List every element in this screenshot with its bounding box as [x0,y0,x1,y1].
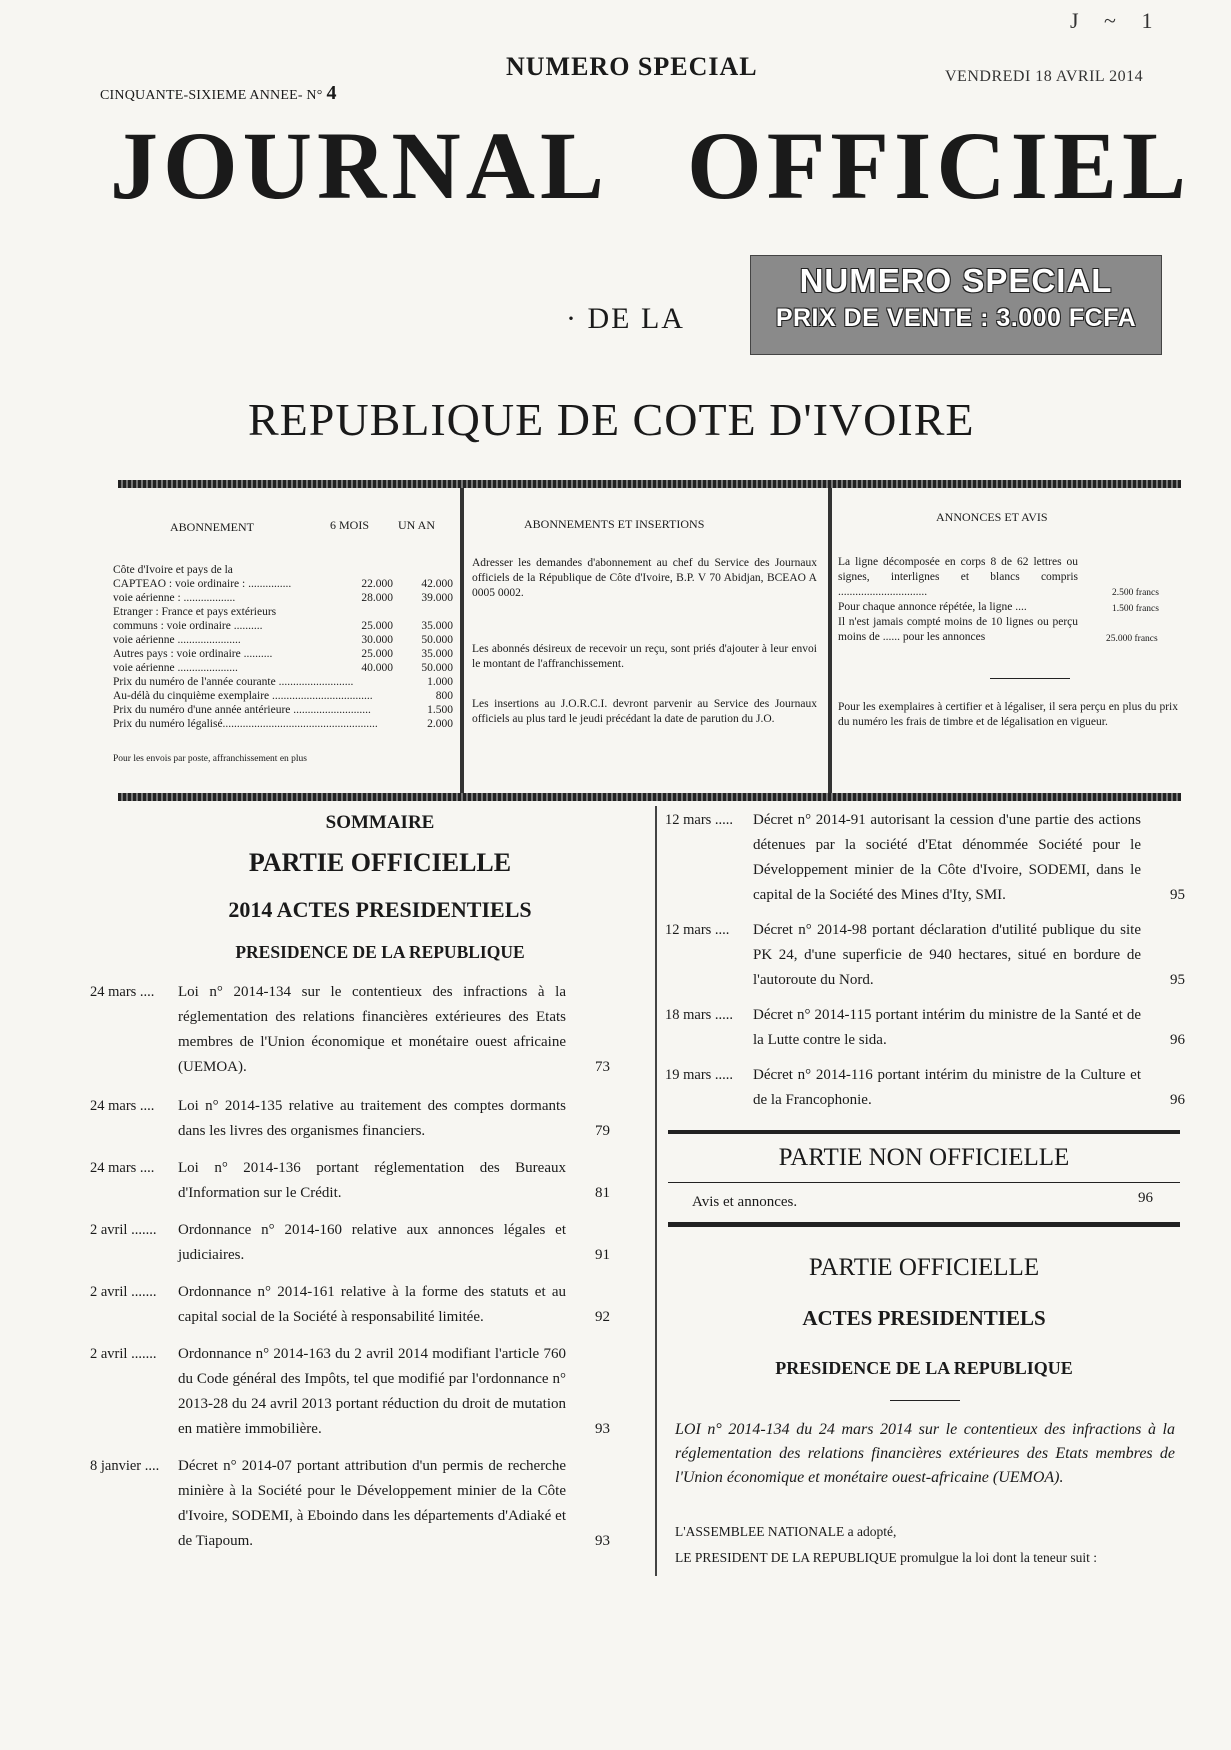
sommaire-title: SOMMAIRE [325,812,435,833]
abonnement-cell-v1: 28.000 [361,592,393,604]
toc-page: 96 [1170,1032,1185,1048]
box-divider-2 [828,488,832,793]
issue-date: VENDREDI 18 AVRIL 2014 [945,68,1144,85]
non-officielle-rule-bottom [668,1222,1180,1227]
law-line-2: LE PRESIDENT DE LA REPUBLIQUE promulgue la loi dont la teneur suit : [675,1550,1097,1565]
top-rule [118,480,1181,488]
abonnement-cell-label: voie aérienne ..................... [113,662,238,674]
toc-date: 12 mars ..... [665,812,734,828]
abonnement-cell-label: Au-délà du cinquième exemplaire ................................... [113,690,373,702]
abonnement-cell-v2: 35.000 [421,648,453,660]
volume-label: CINQUANTE-SIXIEME ANNEE- N° [100,88,323,103]
annonces-divider [990,678,1070,679]
abonnement-row [113,689,453,703]
toc-page: 81 [595,1185,610,1201]
special-price-box [750,255,1162,355]
toc-entry[interactable] [90,1094,610,1144]
body-actes: ACTES PRESIDENTIELS [802,1306,1046,1330]
toc-entry[interactable] [665,1003,1185,1053]
abonnement-cell-v1: 25.000 [361,648,393,660]
toc-entry[interactable] [90,1156,610,1206]
abonnement-row [113,717,453,731]
abonnement-cell-v2: 42.000 [421,578,453,590]
de-la-label: · DE LA [566,302,685,335]
abonnement-cell-label: Prix du numéro de l'année courante .......................... [113,676,354,688]
toc-text: Loi n° 2014-135 relative au traitement des comptes dormants dans les livres des organismes financiers. [178,1098,566,1139]
abonnement-cell-v2: 1.500 [427,704,453,716]
toc-date: 2 avril ....... [90,1284,157,1300]
abonnement-cell-v1 [378,717,413,731]
toc-text: Décret n° 2014-91 autorisant la cession d'une partie des actions détenues par la société d'Etat dénommée Société pour le Développement minier de la Côte d'Ivoire, SODEMI, dans le capital de la Société des Mines d'Ity, SMI. [753,812,1141,903]
toc-entry[interactable] [665,918,1185,993]
special-box-price: PRIX DE VENTE : 3.000 FCFA [775,304,1137,332]
issue-number: 4 [326,82,337,104]
toc-right-list [665,808,1185,1123]
insertions-p1: Adresser les demandes d'abonnement au chef du Service des Journaux officiels de la République de Côte d'Ivoire, B.P. V 70 Abidjan, BCEAO A 0005 0002. [472,557,817,599]
annonces-l1: La ligne décomposée en corps 8 de 62 lettres ou signes, interlignes et blancs compris ............................... [838,556,1078,598]
annonces-v1: 2.500 francs [1112,588,1159,598]
toc-entry[interactable] [665,1063,1185,1113]
non-officielle-rule-top [668,1130,1180,1134]
abonnement-row [113,703,453,717]
abonnement-cell-v2: 35.000 [421,620,453,632]
toc-text: Ordonnance n° 2014-163 du 2 avril 2014 modifiant l'article 760 du Code général des Impôts, tel que modifié par l'ordonnance n° 2013-28 du 24 avril 2013 portant réduction du droit de mutation en matière immobilière. [178,1346,566,1437]
abonnement-col-6mois: 6 MOIS [330,518,370,532]
toc-entry[interactable] [90,1280,610,1330]
toc-page: 79 [595,1123,610,1139]
abonnement-footnote: Pour les envois par poste, affranchissement en plus [113,754,308,764]
annonces-l3: Il n'est jamais compté moins de 10 lignes ou perçu moins de ...... pour les annonces [838,616,1078,643]
annonces-v2: 1.500 francs [1112,604,1159,614]
toc-text: Loi n° 2014-136 portant réglementation des Bureaux d'Information sur le Crédit. [178,1160,566,1201]
toc-page: 91 [595,1247,610,1263]
toc-text: Décret n° 2014-115 portant intérim du ministre de la Santé et de la Lutte contre le sida. [753,1007,1141,1048]
abonnement-cell-v2: 1.000 [427,676,453,688]
annonces-head: ANNONCES ET AVIS [936,510,1048,524]
toc-entry[interactable] [90,1342,610,1442]
toc-text: Décret n° 2014-07 portant attribution d'un permis de recherche minière à la Société pour le Développement minier de la Côte d'Ivoire, SODEMI, à Eboindo dans les départements d'Adiaké et de Tiapoum. [178,1458,566,1549]
non-officielle-title: PARTIE NON OFFICIELLE [778,1144,1070,1171]
toc-date: 24 mars .... [90,984,155,1000]
abonnement-cell-v2 [393,605,453,619]
toc-text: Décret n° 2014-98 portant déclaration d'utilité publique du site PK 24, d'une superficie de 940 hectares, situé en bordure de l'autoroute du Nord. [753,922,1141,988]
abonnement-intro: Côte d'Ivoire et pays de la [113,564,233,576]
abonnement-cell-v1: 25.000 [361,620,393,632]
abonnement-cell-v1 [353,675,399,689]
abonnement-cell-v2: 800 [435,690,453,702]
special-issue-label: NUMERO SPECIAL [506,52,758,81]
toc-date: 12 mars .... [665,922,730,938]
handwritten-marks: J ~ 1 [1070,8,1163,33]
abonnement-cell-v1 [371,703,409,717]
masthead-word-officiel: OFFICIEL [687,112,1192,219]
toc-entry[interactable] [90,980,610,1080]
masthead-title [110,112,1192,219]
abonnement-cell-label: Etranger : France et pays extérieurs [113,606,277,618]
body-partie: PARTIE OFFICIELLE [808,1254,1040,1281]
abonnement-row [113,591,453,605]
toc-page: 73 [595,1059,610,1075]
abonnement-cell-label: Prix du numéro d'une année antérieure ........................... [113,704,371,716]
body-presidence: PRESIDENCE DE LA REPUBLIQUE [775,1358,1073,1378]
toc-text: Loi n° 2014-134 sur le contentieux des infractions à la réglementation des relations financières extérieures des Etats membres de l'Union économique et monétaire ouest africaine (UEMOA). [178,984,566,1075]
abonnement-row [113,633,453,647]
masthead-word-journal: JOURNAL [110,112,610,219]
abonnement-table [113,577,453,731]
box-divider-1 [460,488,464,793]
body-divider [890,1400,960,1401]
abonnement-cell-v2: 39.000 [421,592,453,604]
abonnement-row [113,661,453,675]
non-officielle-rule-mid [668,1182,1180,1183]
annonces-l2: Pour chaque annonce répétée, la ligne .... [838,601,1027,613]
toc-text: Ordonnance n° 2014-160 relative aux annonces légales et judiciaires. [178,1222,566,1263]
abonnement-cell-v2: 50.000 [421,662,453,674]
toc-date: 19 mars ..... [665,1067,734,1083]
toc-entry[interactable] [90,1454,610,1554]
abonnement-col-unan: UN AN [398,518,436,532]
abonnement-cell-v1 [341,605,393,619]
abonnement-cell-label: Autres pays : voie ordinaire .......... [113,648,273,660]
sommaire-partie: PARTIE OFFICIELLE [248,848,512,877]
abonnement-row [113,619,453,633]
special-box-title: NUMERO SPECIAL [799,262,1113,299]
sommaire-presidence: PRESIDENCE DE LA REPUBLIQUE [235,942,525,962]
abonnement-row [113,605,453,619]
abonnement-cell-label: voie aérienne ...................... [113,634,241,646]
avis-label: Avis et annonces. [692,1194,798,1210]
abonnement-cell-v1 [373,689,410,703]
annonces-p2: Pour les exemplaires à certifier et à légaliser, il sera perçu en plus du prix du numéro les frais de timbre et de légalisation en vigueur. [838,701,1178,728]
abonnement-row [113,647,453,661]
abonnement-cell-label: communs : voie ordinaire .......... [113,620,263,632]
abonnement-cell-label: CAPTEAO : voie ordinaire : ............... [113,578,292,590]
insertions-p3: Les insertions au J.O.R.C.I. devront parvenir au Service des Journaux officiels au plus tard le jeudi précédant la date de parution du J.O. [472,698,817,725]
toc-text: Ordonnance n° 2014-161 relative à la forme des statuts et au capital social de la Société à responsabilité limitée. [178,1284,566,1325]
toc-date: 24 mars .... [90,1160,155,1176]
bottom-rule [118,793,1181,801]
abonnement-cell-v2: 2.000 [427,718,453,730]
toc-page: 93 [595,1533,610,1549]
toc-page: 93 [595,1421,610,1437]
law-title: LOI n° 2014-134 du 24 mars 2014 sur le contentieux des infractions à la réglementation des relations financières extérieures des Etats membres de l'Union économique et monétaire ouest-africaine (UEMOA). [675,1421,1175,1486]
abonnement-cell-label: Prix du numéro légalisé...................................................... [113,718,378,730]
abonnement-head: ABONNEMENT [170,520,254,534]
toc-date: 8 janvier .... [90,1458,160,1474]
avis-page: 96 [1138,1190,1153,1206]
toc-date: 2 avril ....... [90,1222,157,1238]
abonnement-cell-label: voie aérienne : .................. [113,592,236,604]
toc-page: 92 [595,1309,610,1325]
column-divider [655,806,657,1576]
annonces-v3: 25.000 francs [1106,634,1158,644]
toc-page: 95 [1170,887,1185,903]
toc-date: 2 avril ....... [90,1346,157,1362]
abonnement-cell-v1: 40.000 [361,662,393,674]
abonnement-cell-v1: 30.000 [361,634,393,646]
volume-line [100,82,337,105]
toc-left-list [90,980,610,1564]
toc-date: 18 mars ..... [665,1007,734,1023]
toc-text: Décret n° 2014-116 portant intérim du ministre de la Culture et de la Francophonie. [753,1067,1141,1108]
abonnement-cell-v1: 22.000 [361,578,393,590]
toc-page: 96 [1170,1092,1185,1108]
insertions-head: ABONNEMENTS ET INSERTIONS [524,517,705,531]
toc-entry[interactable] [665,808,1185,908]
abonnement-cell-v2: 50.000 [421,634,453,646]
abonnement-row [113,577,453,591]
toc-date: 24 mars .... [90,1098,155,1114]
abonnement-row [113,675,453,689]
insertions-p2: Les abonnés désireux de recevoir un reçu, sont priés d'ajouter à leur envoi le montant de l'affranchissement. [472,643,817,670]
toc-entry[interactable] [90,1218,610,1268]
republic-title: REPUBLIQUE DE COTE D'IVOIRE [248,394,975,445]
law-line-1: L'ASSEMBLEE NATIONALE a adopté, [675,1524,897,1539]
toc-page: 95 [1170,972,1185,988]
sommaire-actes: 2014 ACTES PRESIDENTIELS [228,897,532,922]
